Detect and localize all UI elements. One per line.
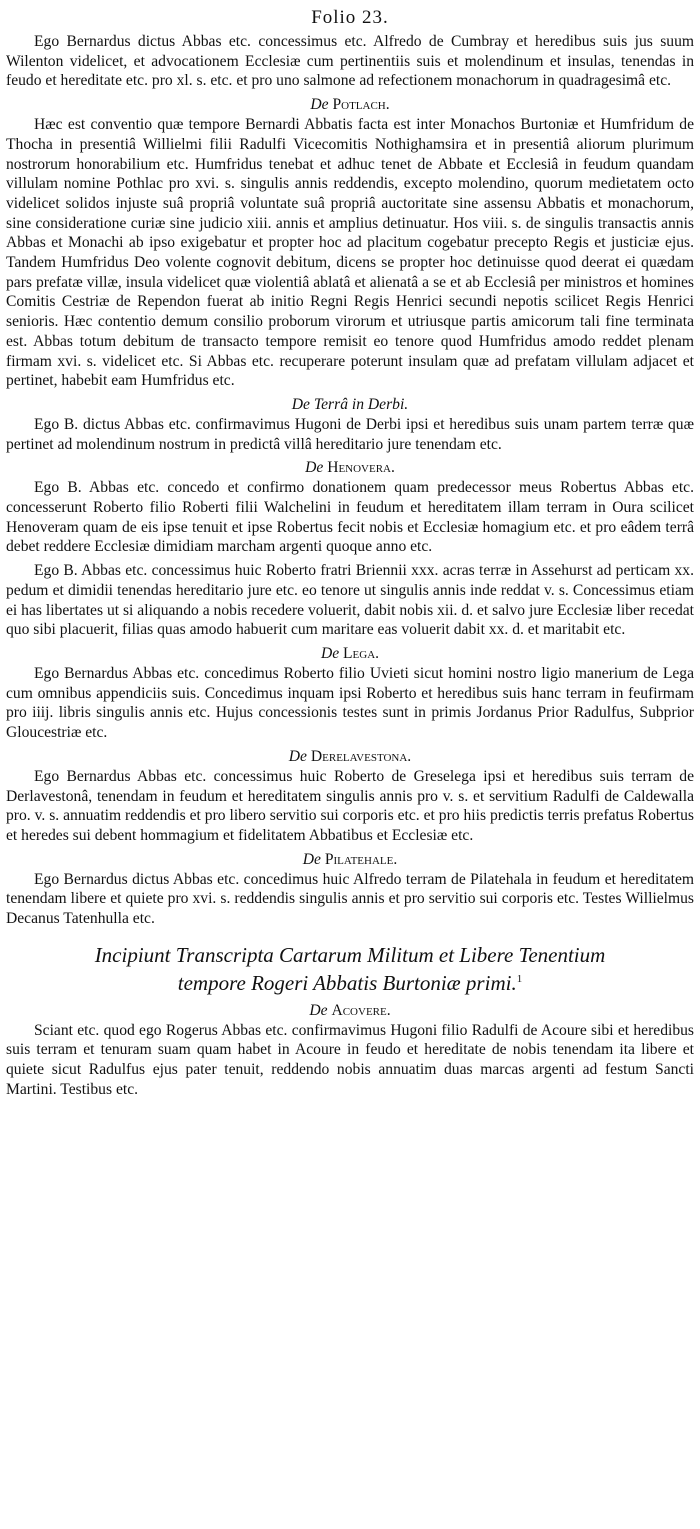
- paragraph-potlach: Hæc est conventio quæ tempore Bernardi Abbatis facta est inter Monachos Burtoniæ et Humfridum de Thocha in presentiâ Willielmi filii Radulfi Vicecomitis Nothighamsira et in presentiâ aliorum plurimum nostrorum honorabilium etc. Humfridus tenebat et adhuc tenet de Abbate et Ecclesiâ in feudum quandam villulam nomine Pothlac pro xvi. s. singulis annis reddendis, excepto molendino, quorum medietatem octo videlicet solidos injuste suâ propriâ voluntate suâ propriâ auctoritate sine assensu Abbatis et monachorum, sine consideratione curiæ sine judicio xiii. annis et amplius detinuatur. Hos viii. s. de singulis transactis annis Abbas et Monachi ab ipso exigebatur et propter hoc ad placitum cogebatur precepto Regis et justiciæ ejus. Tandem Humfridus Deo volente cognovit debitum, dicens se propter hoc detinuisse quod deerat ei quædam pars prefatæ villæ, insula videlicet quæ violentiâ ablatâ et alienatâ a se et ab Ecclesiâ per ministros et homines Comitis Cestriæ de Rependon fuerat ab initio Regni Regis Henrici secundi nepotis scilicet Regis Henrici senioris. Hæc contentio demum consilio proborum virorum et utriusque partis amicorum tali fine terminata est. Abbas totum debitum de transacto tempore remisit eo tenore quod Humfridus amodo reddet plenam firmam xvi. s. videlicet etc. Si Abbas etc. recuperare poterunt insulam quæ ad prefatam villulam adjacet et pertinet, habebit eam Humfridus etc.: [6, 116, 694, 390]
- heading-prefix: De: [309, 1001, 328, 1019]
- paragraph-pilatehale: Ego Bernardus dictus Abbas etc. concedimus huic Alfredo terram de Pilatehala in feudum et hereditatem tenendam libere et quiete pro xvi. s. reddendis singulis annis et pro servitio sui corporis etc. Testes Willielmus Decanus Tatenhulla etc.: [6, 870, 694, 928]
- folio-heading: Folio 23.: [311, 7, 389, 28]
- heading-title: Henovera.: [327, 459, 395, 477]
- heading-prefix: De: [310, 96, 329, 114]
- heading-title: Acovere.: [331, 1001, 391, 1019]
- footnote-marker: 1: [516, 972, 523, 985]
- heading-title: Potlach.: [332, 96, 390, 114]
- heading-pilatehale: [6, 850, 694, 869]
- heading-prefix: De: [320, 644, 340, 662]
- heading-title: Lega.: [343, 644, 380, 662]
- heading-terra-in-derbi: [6, 395, 694, 414]
- heading-prefix: De: [302, 850, 321, 868]
- section-title-line-2: [6, 967, 694, 995]
- heading-henovera: [6, 458, 694, 477]
- heading-prefix: De: [288, 747, 307, 765]
- heading-lega: [6, 644, 694, 663]
- section-title-line-1: Incipiunt Transcripta Cartarum Militum et Libere Tenentium: [94, 942, 606, 967]
- section-title-line-2-text: tempore Rogeri Abbatis Burtoniæ primi.: [177, 970, 517, 995]
- paragraph-wilenton: Ego Bernardus dictus Abbas etc. concessimus etc. Alfredo de Cumbray et heredibus suis jus suum Wilenton videlicet, et advocationem Ecclesiæ cum pertinentiis suis et molendinum et insulas, tenendas in feudo et hereditate etc. pro xl. s. etc. et pro uno salmone ad refectionem monachorum in quadragesimâ etc.: [6, 33, 694, 90]
- heading-prefix: De: [291, 395, 310, 413]
- paragraph-derbi: Ego B. dictus Abbas etc. confirmavimus Hugoni de Derbi ipsi et heredibus suis unam partem terræ quæ pertinet ad molendinum nostrum in predictâ villâ hereditario jure tenendam etc.: [6, 415, 694, 453]
- section-title: [6, 943, 694, 995]
- paragraph-lega: Ego Bernardus Abbas etc. concedimus Roberto filio Uvieti sicut homini nostro ligio manerium de Lega cum omnibus appendiciis suis. Concedimus inquam ipsi Roberto et heredibus suis hanc terram in feufirmam pro iiij. libris singulis annis etc. Hujus concessionis testes sunt in primis Jordanus Prior Radulfus, Subprior Gloucestriæ etc.: [6, 664, 694, 742]
- heading-acovere: [6, 1001, 694, 1020]
- heading-derelavestona: [6, 747, 694, 766]
- paragraph-acovere: Sciant etc. quod ego Rogerus Abbas etc. confirmavimus Hugoni filio Radulfi de Acoure sibi et heredibus suis terram et tenuram suam quam habet in Acoure in feudo et hereditate de nobis tenendam ita libere et quiete sicut Radulfus ejus pater tenuit, reddendo nobis annuatim duas marcas argenti ad festum Sancti Martini. Testibus etc.: [6, 1021, 694, 1098]
- heading-title: Derelavestona.: [310, 747, 412, 765]
- heading-title: Pilatehale.: [324, 850, 398, 868]
- paragraph-henovera: Ego B. Abbas etc. concedo et confirmo donationem quam predecessor meus Robertus Abbas etc. concesserunt Roberto filio Roberti filii Walchelini in feudum et hereditatem illam terram in Oura scilicet Henoveram quam de eis ipse tenuit et ipse Robertus fecit nobis et Ecclesiæ homagium etc. et pro eâdem terrâ debet reddere Ecclesiæ dimidiam marcham argenti quoque anno etc.: [6, 479, 694, 556]
- heading-title: Terrâ in Derbi.: [313, 395, 409, 413]
- heading-prefix: De: [305, 459, 324, 477]
- paragraph-assehurst: Ego B. Abbas etc. concessimus huic Roberto fratri Briennii xxx. acras terræ in Assehurst ad perticam xx. pedum et dimidii tenendas hereditario jure etc. eo tenore ut singulis annis inde reddat v. s. Concessimus etiam ei has libertates ut si aliquando a nobis recedere voluerit, dabit nobis xii. d. et salvo jure Ecclesiæ liber recedat quo sibi placuerit, filias quas amodo habuerit cum maritare eas voluerit dabit xx. d. et maritabit etc.: [6, 562, 694, 639]
- paragraph-derelavestona: Ego Bernardus Abbas etc. concessimus huic Roberto de Greselega ipsi et heredibus suis terram de Derlavestonâ, tenendam in feudum et hereditatem singulis annis pro v. s. et servitium Radulfi de Caldewalla pro. v. s. annuatim reddendis et pro libero servitio sui corporis etc. et pro hiis predictis terris prefatus Robertus et heredes sui debent hommagium et fidelitatem Abbatibus et Ecclesiæ etc.: [6, 767, 694, 844]
- heading-potlach: [6, 95, 694, 114]
